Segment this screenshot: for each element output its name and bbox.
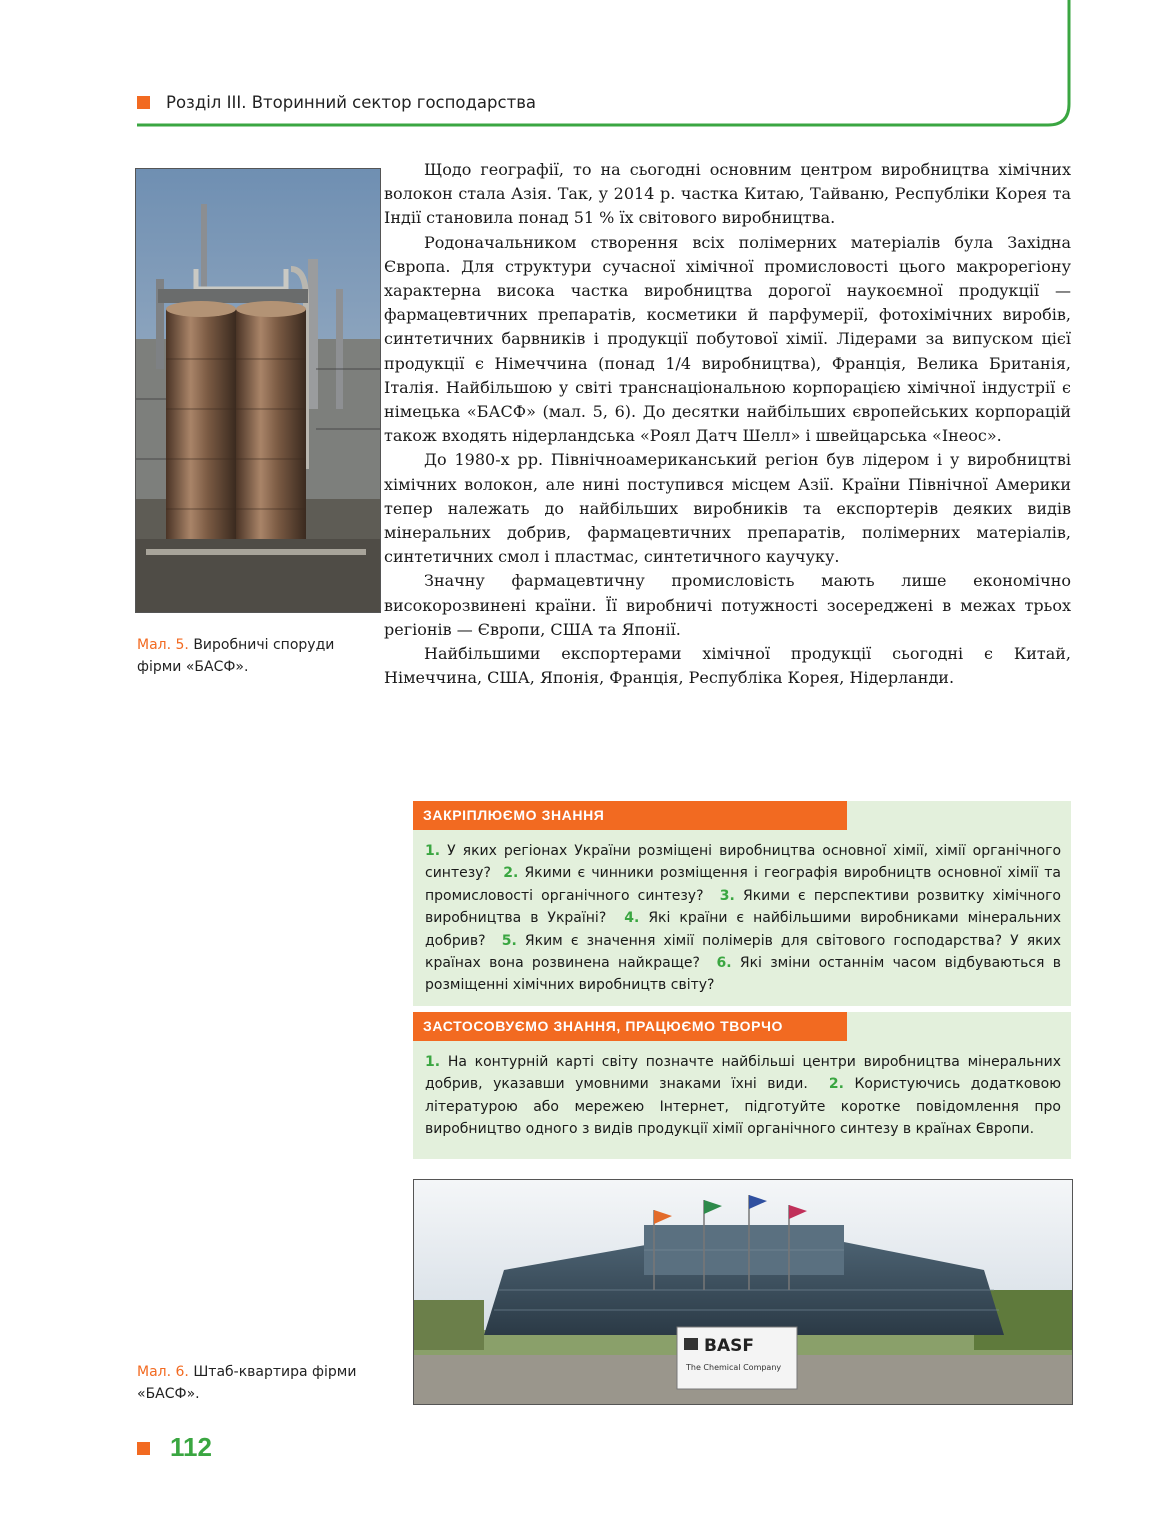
header-rule <box>0 0 1162 140</box>
paragraph: Щодо географії, то на сьогодні основним центром виробництва хімічних волокон стала Азія. Так, у 2014 р. частка Китаю, Тайваню, Республіки Корея та Індії становила понад 51 % їх світового виробництва. <box>384 160 1071 228</box>
question-number: 1. <box>425 1054 441 1070</box>
question-text: Які країни є найбільшими виробниками мінеральних добрив? <box>425 910 1062 949</box>
paragraph: Значну фармацевтичну промисловість мають лише економічно високорозвинені країни. Її виробничі потужності зосереджені в межах трьох регіонів — Європи, США та Японії. <box>384 571 1071 639</box>
paragraph: Родоначальником створення всіх полімерних матеріалів була Західна Європа. Для структури сучасної хімічної промисловості цього макрорегіону характерна висока частка виробництва дорогої наукоємної продукції — фармацевтичних препаратів, косметики й парфумерії, фотохімічних виробів, синтетичних барвників і продукції побутової хімії. Лідерами за випуском цієї продукції є Німеччина (понад 1/4 виробництва), Франція, Велика Британія, Італія. Найбільшою у світі транснаціональною корпорацією хімічної індустрії є німецька «БАСФ» (мал. 5, 6). До десятки найбільших європейських корпорацій також входять нідерландська «Роял Датч Шелл» і швейцарська «Інеос». <box>384 232 1071 446</box>
hq-illustration <box>414 1180 1072 1404</box>
paragraph: До 1980-х рр. Північноамериканський регіон був лідером і у виробництві хімічних волокон, але нині поступився місцем Азії. Країни Північної Америки тепер належать до найбільших виробників та експортерів деяких видів мінеральних добрив, фармацевтичних препаратів, полімерних матеріалів, синтетичних смол і пластмас, синтетичного каучуку. <box>384 450 1071 567</box>
figure-5-caption <box>137 634 367 678</box>
question-text: На контурній карті світу позначте найбільші центри виробництва мінеральних добрив, указавши умовними знаками їхні види. <box>425 1054 1061 1093</box>
question-text: Які зміни останнім часом відбуваються в розміщенні хімічних виробництв світу? <box>425 955 1061 994</box>
question-text: Користуючись додатковою літературою або мережею Інтернет, підготуйте коротке повідомлення про виробництво одного з видів продукції хімії органічного синтезу в країнах Європи. <box>425 1076 1061 1138</box>
question-text: У яких регіонах України розміщені виробництва основної хімії, хімії органічного синтезу? <box>425 843 1062 882</box>
figure-5-text: Виробничі споруди фірми «БАСФ». <box>137 637 335 675</box>
paragraph: Найбільшими експортерами хімічної продукції сьогодні є Китай, Німеччина, США, Японія, Франція, Республіка Корея, Нідерланди. <box>384 644 1071 688</box>
box-title: ЗАКРІПЛЮЄМО ЗНАННЯ <box>413 801 847 830</box>
box-questions <box>413 1041 1071 1141</box>
figure-6-label: Мал. 6. <box>137 1364 189 1380</box>
chapter-title: Розділ ІІІ. Вторинний сектор господарства <box>166 93 537 112</box>
question-text: Якими є перспективи розвитку хімічного виробництва в Україні? <box>425 887 1061 927</box>
question-number: 2. <box>828 1076 844 1093</box>
question-number: 5. <box>501 932 517 949</box>
question-number: 6. <box>716 955 732 972</box>
header-marker <box>137 96 150 109</box>
question-number: 1. <box>425 843 441 859</box>
box-title: ЗАСТОСОВУЄМО ЗНАННЯ, ПРАЦЮЄМО ТВОРЧО <box>413 1012 847 1041</box>
plant-illustration <box>136 169 380 612</box>
box-questions <box>413 830 1071 997</box>
page-marker <box>137 1442 150 1455</box>
reinforce-knowledge-box <box>413 801 1071 1006</box>
sign-tagline: The Chemical Company <box>686 1363 782 1372</box>
question-number: 2. <box>503 865 519 882</box>
sign-brand: BASF <box>704 1336 754 1356</box>
question-number: 3. <box>719 887 735 904</box>
figure-6-caption <box>137 1361 382 1405</box>
figure-5-label: Мал. 5. <box>137 637 189 653</box>
question-text: Яким є значення хімії полімерів для світового господарства? У яких країнах вона розвинена найкраще? <box>425 932 1061 972</box>
page-number: 112 <box>170 1432 212 1462</box>
photo-chemical-plant <box>135 168 381 613</box>
apply-knowledge-box <box>413 1012 1071 1159</box>
figure-6-text: Штаб-квартира фірми «БАСФ». <box>137 1364 357 1402</box>
question-text: Якими є чинники розміщення і географія виробництв основної хімії та промисловості органічного синтезу? <box>425 865 1061 904</box>
photo-basf-headquarters <box>413 1179 1073 1405</box>
main-text <box>384 158 1071 690</box>
question-number: 4. <box>624 910 640 927</box>
